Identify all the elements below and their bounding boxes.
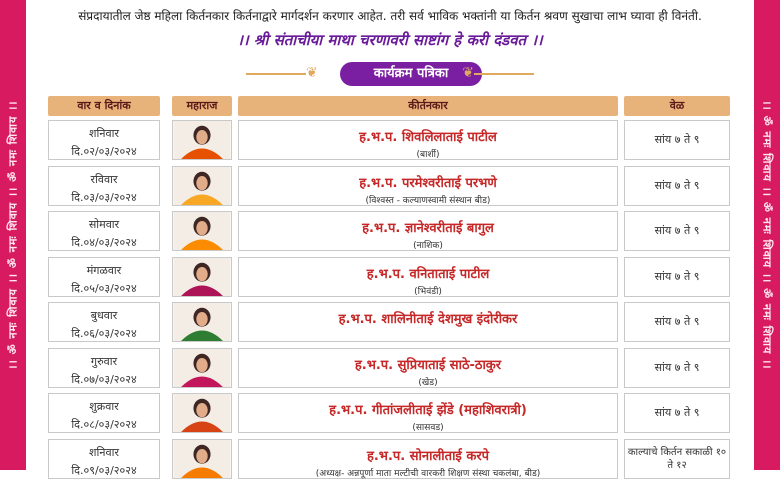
portrait-avatar <box>173 167 231 205</box>
kirtankar-cell <box>238 393 618 433</box>
maharaj-photo <box>172 393 232 433</box>
event-date: दि.०४/०३/२०२४ <box>71 236 137 249</box>
event-time: सांय ७ ते ९ <box>654 406 700 419</box>
kirtankar-cell <box>238 120 618 160</box>
kirtankar-name: ह.भ.प. सोनालीताई करपे <box>366 448 490 464</box>
kirtankar-cell <box>238 439 618 479</box>
event-time: सांय ७ ते ९ <box>654 315 700 328</box>
day-name: शुक्रवार <box>89 400 119 413</box>
kirtankar-name: ह.भ.प. गीतांजलीताई झेंडे (महाशिवरात्री) <box>329 403 527 418</box>
time-cell <box>624 166 730 206</box>
maharaj-photo <box>172 120 232 160</box>
event-date: दि.०९/०३/२०२४ <box>71 463 137 477</box>
time-cell <box>624 393 730 433</box>
left-decorative-border <box>0 0 26 470</box>
kirtankar-place: (अध्यक्ष- अन्नपूर्णा माता मल्टीची वारकरी शिक्षण संस्था चकलंबा, बीड) <box>315 468 541 479</box>
ornament-line-right <box>474 73 534 75</box>
date-cell <box>48 211 160 251</box>
time-cell <box>624 348 730 388</box>
portrait-avatar <box>173 303 231 341</box>
kirtankar-name: ह.भ.प. वनिताताई पाटील <box>366 266 490 282</box>
table-row <box>26 120 754 162</box>
right-border-text: ।। ॐ नमः शिवाय ।। ॐ नमः शिवाय ।। ॐ नमः शिवाय ।। <box>760 100 774 370</box>
maharaj-photo <box>172 211 232 251</box>
intro-text: संप्रदायातील जेष्ठ महिला किर्तनकार किर्तनाद्वारे मार्गदर्शन करणार आहेत. तरी सर्व भाविक भक्तांनी या किर्तन श्रवण सुखाचा लाभ घ्यावा ही विनंती. <box>78 9 702 23</box>
day-name: बुधवार <box>90 309 118 322</box>
table-row <box>26 302 754 344</box>
maharaj-photo <box>172 348 232 388</box>
kirtankar-place: (नाशिक) <box>413 241 443 251</box>
program-title-banner <box>246 62 534 86</box>
kirtankar-name: ह.भ.प. परमेश्वरीताई परभणे <box>359 175 497 191</box>
table-row <box>26 166 754 208</box>
kirtankar-name: ह.भ.प. शिवलिलाताई पाटील <box>359 130 497 145</box>
kirtankar-name: ह.भ.प. सुप्रियाताई साठे-ठाकुर <box>354 357 502 373</box>
header-kirtankar: कीर्तनकार <box>238 96 618 116</box>
portrait-avatar <box>173 349 231 387</box>
portrait-avatar <box>173 258 231 296</box>
day-name: शनिवार <box>89 445 119 459</box>
table-row <box>26 257 754 299</box>
event-date: दि.०३/०३/२०२४ <box>71 190 137 204</box>
date-cell <box>48 393 160 433</box>
kirtankar-name: ह.भ.प. ज्ञानेश्वरीताई बागुल <box>362 221 494 236</box>
kirtankar-place: (विश्वस्त - कल्याणस्वामी संस्थान बीड) <box>365 195 491 206</box>
page-content <box>26 0 754 479</box>
event-date: दि.०२/०३/२०२४ <box>71 145 137 158</box>
event-date: दि.०८/०३/२०२४ <box>71 418 137 431</box>
time-cell <box>624 302 730 342</box>
right-decorative-border <box>754 0 780 470</box>
kirtankar-cell <box>238 166 618 206</box>
header-date: वार व दिनांक <box>48 96 160 116</box>
event-date: दि.०५/०३/२०२४ <box>71 281 137 295</box>
maharaj-photo <box>172 166 232 206</box>
kirtankar-place: (बार्शी) <box>416 150 440 160</box>
kirtankar-cell <box>238 302 618 342</box>
portrait-avatar <box>173 121 231 159</box>
event-time: काल्याचे किर्तन सकाळी १० ते १२ <box>627 446 727 471</box>
left-border-text: ।। ॐ नमः शिवाय ।। ॐ नमः शिवाय ।। ॐ नमः शिवाय ।। <box>6 100 20 370</box>
maharaj-photo <box>172 302 232 342</box>
program-title: कार्यक्रम पत्रिका <box>340 62 482 86</box>
event-time: सांय ७ ते ९ <box>654 269 700 283</box>
event-date: दि.०७/०३/२०२४ <box>71 372 137 386</box>
date-cell <box>48 166 160 206</box>
kirtankar-place: (खेड) <box>418 377 438 388</box>
kirtankar-place: (भिवंडी) <box>414 286 442 297</box>
time-cell <box>624 439 730 479</box>
maharaj-photo <box>172 257 232 297</box>
header-maharaj: महाराज <box>172 96 232 116</box>
ornament-swirl-left-icon: ❦ <box>306 65 318 81</box>
table-row <box>26 211 754 253</box>
event-time: सांय ७ ते ९ <box>654 224 700 237</box>
portrait-avatar <box>173 394 231 432</box>
kirtankar-name: ह.भ.प. शालिनीताई देशमुख इंदोरीकर <box>338 312 518 327</box>
day-name: मंगळवार <box>86 263 122 277</box>
ornament-line-left <box>246 73 306 75</box>
date-cell <box>48 120 160 160</box>
portrait-avatar <box>173 212 231 250</box>
maharaj-photo <box>172 439 232 479</box>
day-name: गुरुवार <box>90 354 118 368</box>
date-cell <box>48 257 160 297</box>
time-cell <box>624 211 730 251</box>
date-cell <box>48 348 160 388</box>
table-row <box>26 439 754 481</box>
kirtankar-place: (सासवड) <box>412 423 444 433</box>
date-cell <box>48 302 160 342</box>
event-time: सांय ७ ते ९ <box>654 178 700 192</box>
ornament-swirl-right-icon: ❦ <box>462 65 474 81</box>
day-name: शनिवार <box>89 127 119 140</box>
table-row <box>26 348 754 390</box>
event-time: सांय ७ ते ९ <box>654 360 700 374</box>
kirtankar-cell <box>238 348 618 388</box>
event-time: सांय ७ ते ९ <box>654 133 700 146</box>
time-cell <box>624 120 730 160</box>
salutation-line: ।। श्री संताचीया माथा चरणावरी साष्टांग हे करी दंडवत ।। <box>237 31 543 49</box>
header-time: वेळ <box>624 96 730 116</box>
portrait-avatar <box>173 440 231 478</box>
event-date: दि.०६/०३/२०२४ <box>71 327 137 340</box>
day-name: सोमवार <box>88 218 120 231</box>
day-name: रविवार <box>90 172 118 186</box>
kirtankar-cell <box>238 257 618 297</box>
table-row <box>26 393 754 435</box>
date-cell <box>48 439 160 479</box>
kirtankar-cell <box>238 211 618 251</box>
time-cell <box>624 257 730 297</box>
